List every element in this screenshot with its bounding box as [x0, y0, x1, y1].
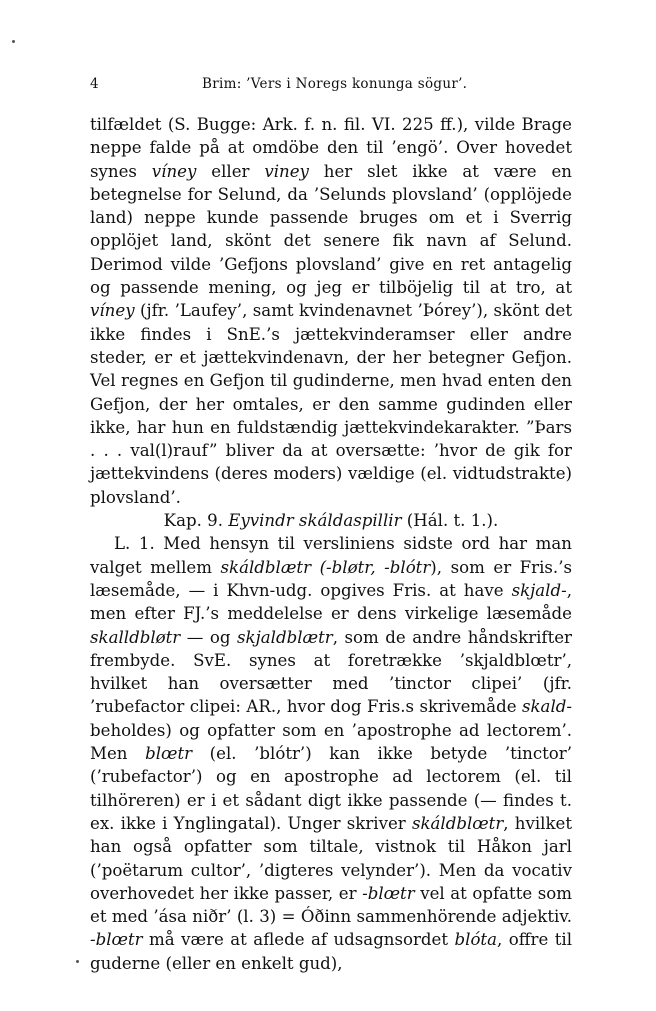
text-run: beholdes) og opfatter som en ’apostrophe ad lectorem’. Men [90, 720, 572, 764]
paragraph [90, 113, 572, 509]
italic-term: skjaldblætr [237, 627, 333, 647]
italic-term: -blœtr [90, 930, 143, 950]
page-header [90, 76, 560, 96]
text-run: (Hál. t. 1.). [401, 511, 499, 531]
italic-term: -blœtr [362, 883, 415, 903]
italic-term: Eyvindr skáldaspillir [228, 511, 402, 531]
text-run: må være at aflede af udsagnsordet [142, 930, 455, 950]
text-run: Kap. 9. [163, 511, 229, 531]
italic-term: blœtr [145, 744, 193, 764]
italic-term: víney [151, 161, 197, 181]
speck-mark [76, 960, 79, 963]
page-number: 4 [90, 76, 99, 92]
italic-term: skalldbløtr [90, 627, 181, 647]
italic-term: skjald- [511, 580, 567, 600]
text-run: , offre til guderne (eller en enkelt gud), [90, 930, 573, 973]
text-run: (el. ’blótr’) kan ikke betyde ’tinctor’ (’rubefactor’) og en apostrophe ad lectorem (el. til tilhöreren) er i et sådant digt ikke passende (— findes t. ex. ikke i Ynglingatal). Unger skriver [90, 744, 572, 833]
text-run: vel at opfatte som et med ’ása niðr’ (l. 3) = Óðinn sammenhörende adjektiv. [90, 883, 572, 927]
italic-term: skáldblœtr [411, 813, 504, 833]
text-run: eller [196, 161, 265, 181]
italic-term: víney [90, 301, 135, 321]
text-run: (jfr. ’Laufey’, samt kvindenavnet ’Þórey’), skönt det ikke findes i SnE.’s jættekvinderamser eller andre steder, er et jættekvindenavn, der her betegner Gefjon. Vel regnes en Gefjon til gudinderne, men hvad enten den Gefjon, der her omtales, er den samme gudinden eller ikke, har hun en fuldstændig jættekvindekarakter. ”Þars . . . val(l)rauf” bliver da at oversætte: ’hvor de gik for jættekvindens (deres moders) vældige (el. vidtudstrakte) plovsland’. [90, 301, 572, 507]
text-run: her slet ikke at være en betegnelse for Selund, da ’Selunds plovsland’ (opplöjede land) neppe kunde passende bruges om et i Sverrig opplöjet land, skönt det senere fik navn af Selund. Derimod vilde ’Gefjons plovsland’ give en ret antagelig og passende mening, og jeg er tilböjelig til at tro, at [90, 161, 572, 298]
text-run: , men efter FJ.’s meddelelse er dens virkelige læsemåde [90, 580, 572, 624]
italic-term: blóta [454, 930, 497, 950]
text-run: L. 1. Med hensyn til versliniens sidste ord har man valget mellem [90, 534, 572, 577]
speck-mark [12, 40, 15, 43]
paragraph [90, 532, 572, 975]
body-text [90, 113, 572, 975]
text-run: tilfældet (S. Bugge: Ark. f. n. fil. VI. 225 ff.), vilde Brage neppe falde på at omdöbe den til ’engö’. Over hovedet synes [90, 115, 572, 181]
text-run: , som de andre håndskrifter frembyde. SvE. synes at foretrække ’skjaldblœtr’, hvilket han oversætter med ’tinctor clipei’ (jfr. ’rubefactor clipei: AR., hvor dog Fris.s skrivemåde [90, 627, 572, 717]
text-run: , hvilket han også opfatter som tiltale, vistnok til Håkon jarl (’poëtarum cultor’, ’digteres velynder’). Men da vocativ overhovedet her ikke passer, er [90, 813, 573, 903]
running-title: Brim: ’Vers i Noregs konunga sögur’. [202, 76, 468, 92]
italic-term: skáldblætr (-bløtr, -blótr [220, 557, 431, 577]
section-heading [90, 509, 572, 532]
text-run: ), som er Fris.’s læsemåde, — i Khvn-udg. opgives Fris. at have [90, 557, 572, 600]
text-run: — og [180, 627, 238, 647]
italic-term: viney [264, 161, 309, 181]
italic-term: skald- [521, 697, 572, 717]
